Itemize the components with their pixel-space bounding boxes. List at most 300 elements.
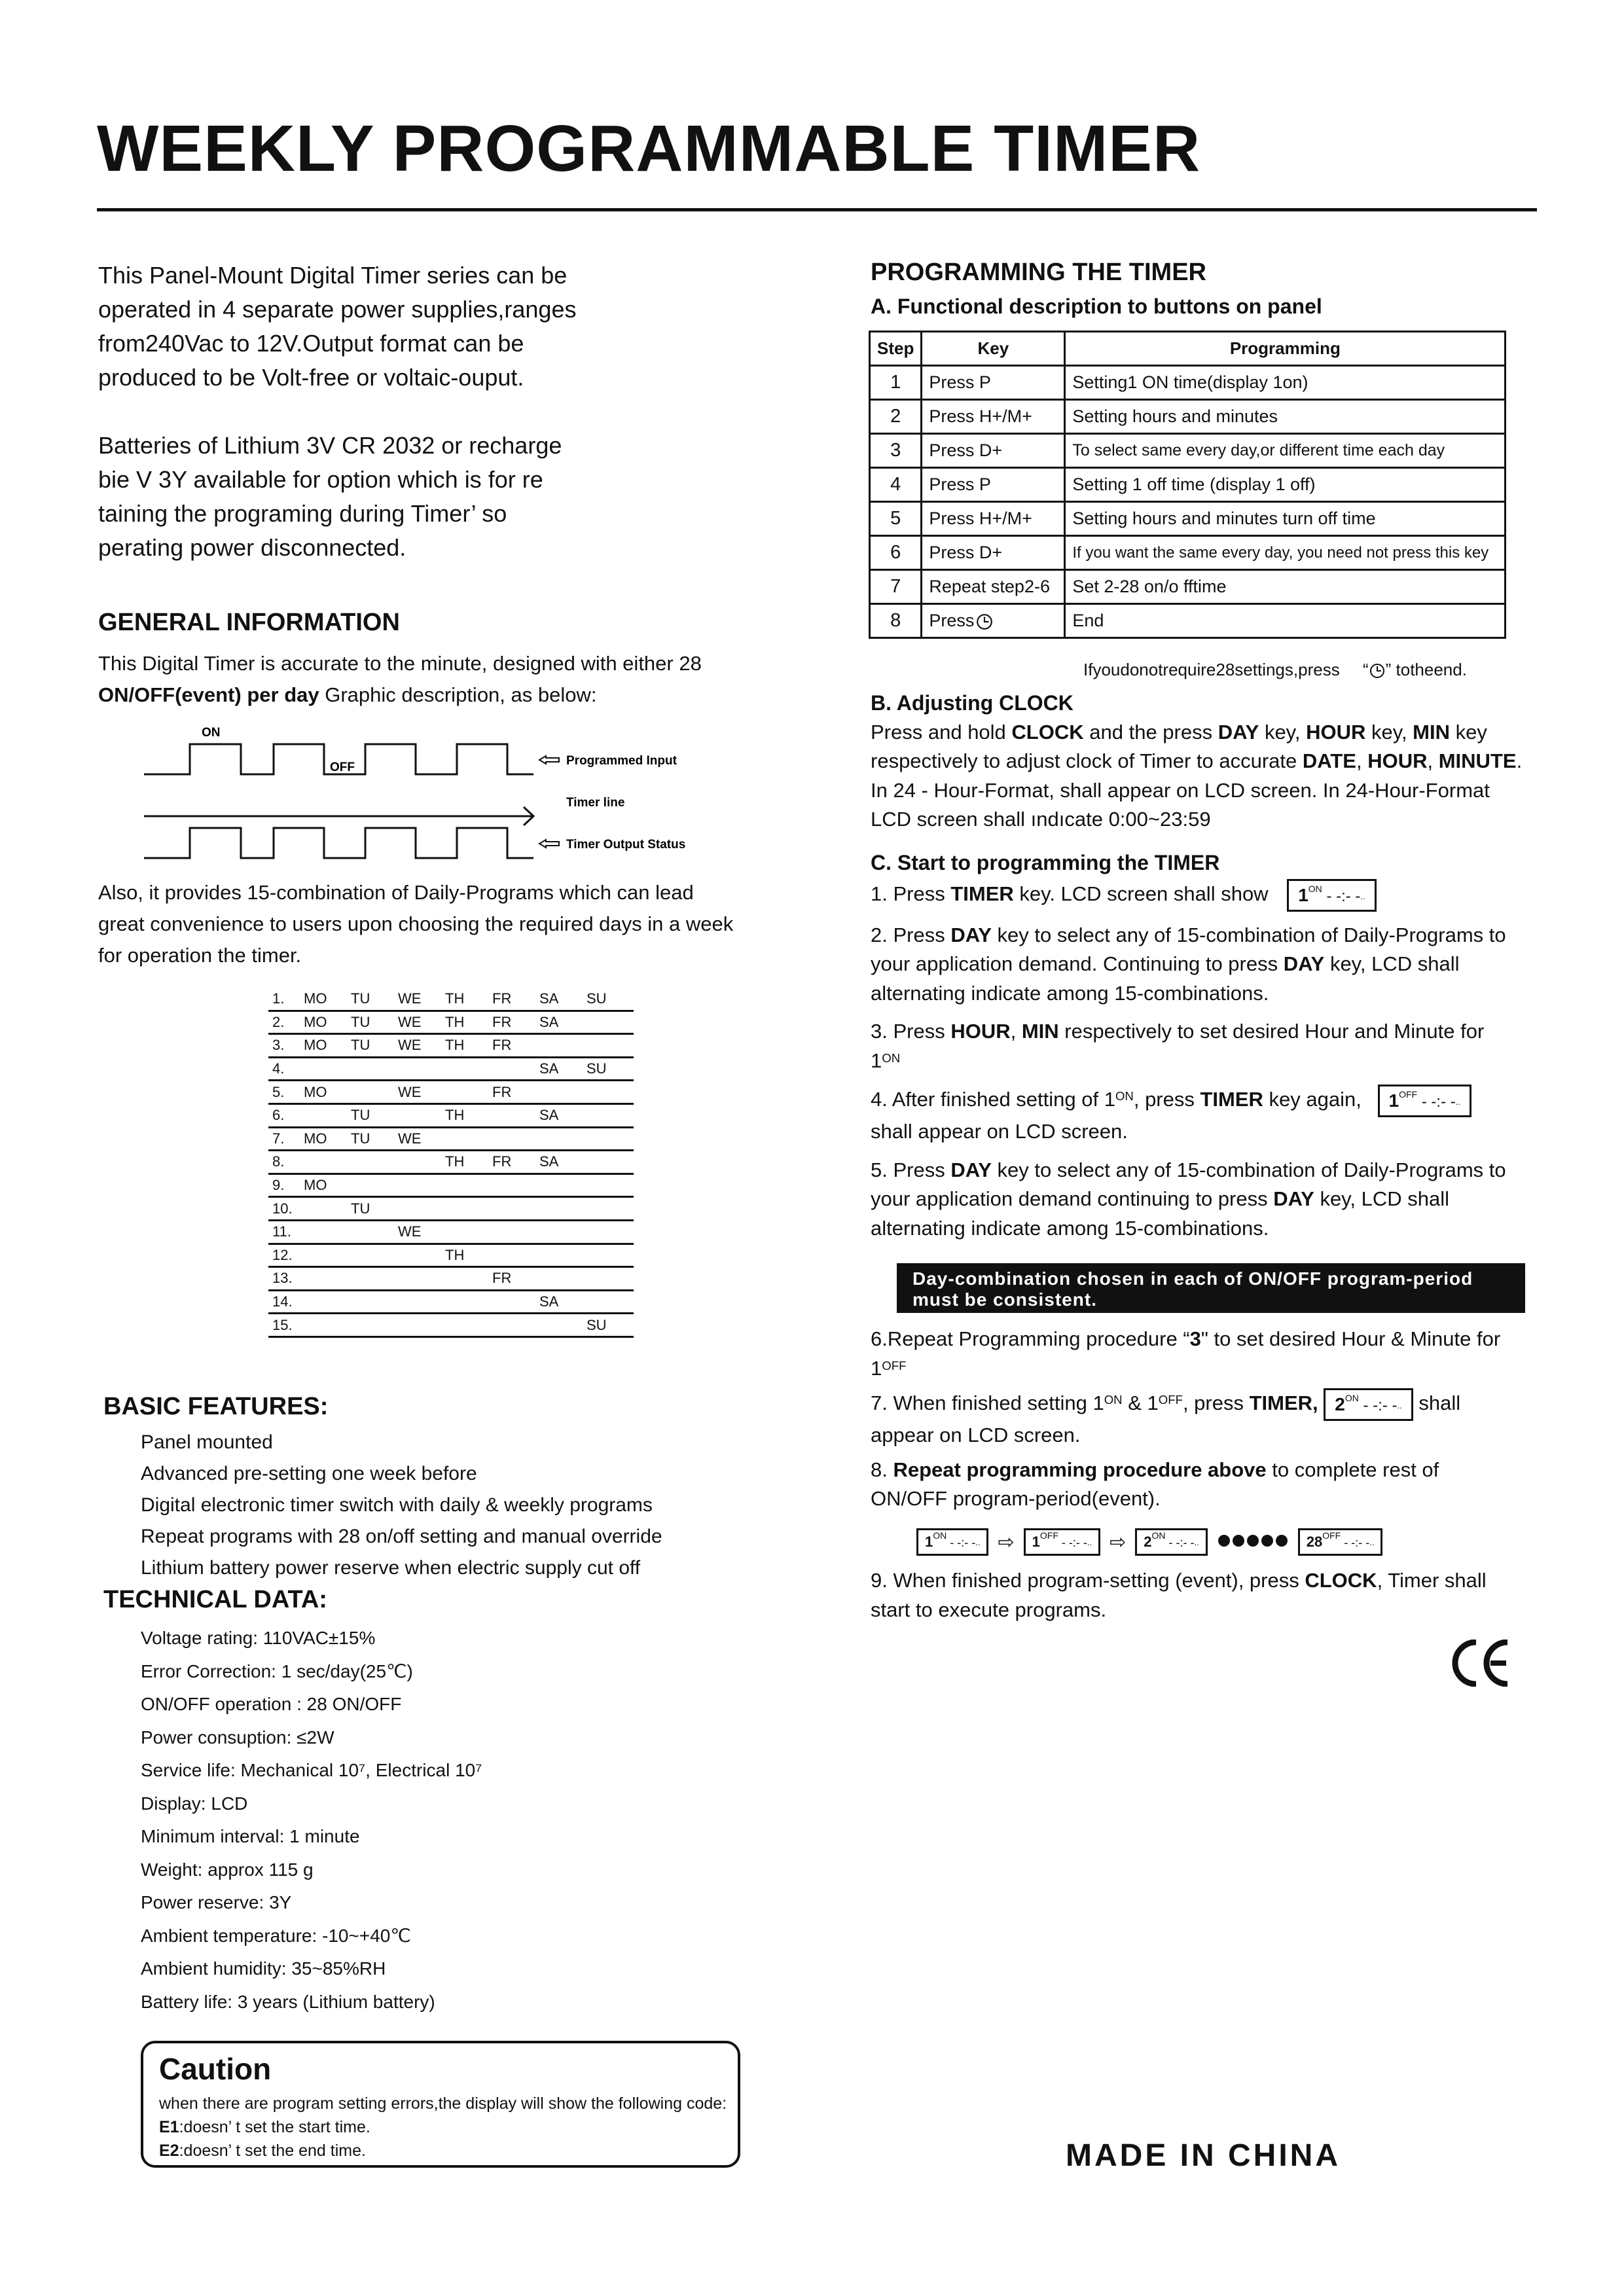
- step-7: [871, 1388, 1525, 1450]
- caution-intro: when there are program setting errors,the display will show the following code:: [159, 2094, 727, 2113]
- text-segment: key, LCD shall alternating indicate among 15-combinations.: [871, 952, 1460, 1005]
- step-text: appear on LCD screen.: [871, 1424, 1081, 1446]
- day-combination-row: [268, 988, 634, 1011]
- lcd-display-1-on: [916, 1528, 988, 1556]
- step-4: [871, 1085, 1525, 1147]
- day-cell: [539, 1174, 586, 1197]
- table-row: [870, 536, 1506, 570]
- day-cell: [586, 1103, 634, 1127]
- programming-cell-text: Setting hours and minutes turn off time: [1072, 509, 1376, 528]
- clock-icon: [1369, 662, 1386, 679]
- footnote-text: totheend.: [1391, 660, 1467, 679]
- title-divider: [97, 208, 1537, 211]
- step-cell: [870, 536, 922, 570]
- error-description: :doesn’ t set the end time.: [179, 2142, 366, 2160]
- day-cell: SA: [539, 1103, 586, 1127]
- step-key: 3: [1189, 1327, 1201, 1350]
- step-superscript: OFF: [1158, 1393, 1183, 1407]
- day-cell: FR: [492, 1081, 539, 1104]
- key-cell-text: Press D+: [929, 440, 1003, 460]
- text-segment: key respectively to adjust clock of Timer to accurate: [871, 720, 1487, 772]
- page-title: WEEKLY PROGRAMMABLE TIMER: [97, 112, 1201, 185]
- day-cell: [445, 1127, 492, 1151]
- intro-line: perating power disconnected.: [98, 534, 406, 561]
- programming-cell-text: Setting 1 off time (display 1 off): [1072, 475, 1316, 494]
- combination-number: 1.: [268, 988, 304, 1011]
- day-cell: [398, 1151, 445, 1174]
- step-cell-text: 4: [890, 474, 901, 495]
- day-cell: [398, 1174, 445, 1197]
- text-segment: key,: [1259, 720, 1307, 744]
- key-cell: [922, 502, 1065, 536]
- lcd-state: ON: [1151, 1530, 1166, 1541]
- step-text: 7. When finished setting 1: [871, 1391, 1104, 1415]
- lcd-state: ON: [1344, 1393, 1359, 1403]
- table-row: [870, 366, 1506, 400]
- day-cell: [445, 1197, 492, 1221]
- key-name: MIN: [1413, 720, 1450, 744]
- day-cell: [492, 1220, 539, 1244]
- programming-cell: [1065, 434, 1506, 468]
- combination-number: 2.: [268, 1011, 304, 1034]
- step-text: & 1: [1122, 1391, 1159, 1415]
- day-cell: [539, 1244, 586, 1267]
- day-cell: MO: [304, 1174, 351, 1197]
- day-cell: [398, 1197, 445, 1221]
- key-cell: [922, 604, 1065, 638]
- ellipsis-dots-icon: [1217, 1535, 1289, 1550]
- lcd-state: ON: [933, 1530, 947, 1541]
- day-cell: [539, 1127, 586, 1151]
- step-cell: [870, 400, 922, 434]
- day-cell: MO: [304, 1081, 351, 1104]
- key-cell-text: Press H+/M+: [929, 406, 1032, 426]
- day-cell: [445, 1057, 492, 1081]
- button-function-table: [869, 331, 1506, 639]
- day-cell: [351, 1314, 398, 1337]
- day-cell: [586, 1081, 634, 1104]
- programming-cell-text: Setting1 ON time(display 1on): [1072, 372, 1308, 392]
- day-cell: [351, 1057, 398, 1081]
- intro-paragraph-2: [98, 429, 687, 565]
- basic-features-list: [141, 1427, 662, 1584]
- step-superscript: ON: [882, 1050, 901, 1065]
- spec-ambient-humidity: Ambient humidity: 35~85%RH: [141, 1958, 386, 1979]
- text-segment: 3. Press: [871, 1020, 951, 1043]
- day-cell: [492, 1057, 539, 1081]
- day-cell: [492, 1197, 539, 1221]
- table-header-row: [870, 332, 1506, 366]
- intro-line: This Panel-Mount Digital Timer series can be: [98, 262, 568, 289]
- day-cell: TU: [351, 1103, 398, 1127]
- lcd-sequence: [916, 1528, 1382, 1556]
- step-text: key. LCD screen shall show: [1013, 882, 1269, 905]
- day-combination-row: [268, 1127, 634, 1151]
- text-segment: key,: [1365, 720, 1413, 744]
- lcd-dots: ..: [1360, 891, 1365, 901]
- step-cell-text: 5: [890, 508, 901, 529]
- text-segment: key, LCD shall alternating indicate among 15-combinations.: [871, 1187, 1449, 1240]
- step-superscript: ON: [1104, 1393, 1123, 1407]
- combination-number: 15.: [268, 1314, 304, 1337]
- general-info-text: [98, 648, 792, 711]
- lcd-display-2-on: [1324, 1388, 1413, 1421]
- on-label: ON: [202, 726, 221, 740]
- programming-cell: [1065, 366, 1506, 400]
- step-cell: [870, 502, 922, 536]
- general-info-heading: GENERAL INFORMATION: [98, 609, 400, 636]
- combination-number: 7.: [268, 1127, 304, 1151]
- technical-data-heading: TECHNICAL DATA:: [103, 1586, 327, 1613]
- day-cell: MO: [304, 1034, 351, 1058]
- column-header-programming: Programming: [1065, 332, 1506, 366]
- key-cell-text: Repeat step2-6: [929, 577, 1050, 596]
- table-row: [870, 434, 1506, 468]
- error-code-e2: [159, 2142, 366, 2161]
- day-cell: [304, 1151, 351, 1174]
- step-key: TIMER: [950, 882, 1014, 905]
- text-segment: respectively to set desired Hour and Minute for: [1058, 1020, 1485, 1043]
- day-combinations-table: [268, 988, 634, 1338]
- text-segment: key to select any of 15-combination of Daily-Programs to your application demand continuing to press: [871, 1158, 1506, 1210]
- combination-number: 8.: [268, 1151, 304, 1174]
- day-cell: [492, 1244, 539, 1267]
- step-text: " to set desired Hour & Minute for: [1200, 1327, 1501, 1350]
- day-cell: [398, 1057, 445, 1081]
- day-cell: SU: [586, 1057, 634, 1081]
- step-text: key again,: [1263, 1088, 1362, 1111]
- step-cell: [870, 434, 922, 468]
- timer-output-status-label: Timer Output Status: [566, 838, 686, 852]
- programming-cell-text: Setting hours and minutes: [1072, 406, 1278, 426]
- technical-data-list: [141, 1622, 482, 2018]
- basic-features-heading: BASIC FEATURES:: [103, 1393, 329, 1420]
- intro-paragraph-1: [98, 259, 687, 395]
- day-cell: [351, 1081, 398, 1104]
- key-name: HOUR: [950, 1020, 1011, 1043]
- key-name: DATE: [1302, 749, 1356, 772]
- day-cell: [351, 1174, 398, 1197]
- day-cell: [304, 1197, 351, 1221]
- section-c: [871, 848, 1525, 1243]
- step-text: 1. Press: [871, 882, 951, 905]
- section-c-continued: [871, 1325, 1525, 1514]
- lcd-number: 1: [1388, 1090, 1399, 1111]
- lcd-dots: ..: [1087, 1537, 1092, 1547]
- key-name: MIN: [1021, 1020, 1059, 1043]
- day-cell: [586, 1290, 634, 1314]
- key-cell-text: Press P: [929, 475, 991, 494]
- day-cell: [539, 1314, 586, 1337]
- caution-title: Caution: [159, 2052, 272, 2086]
- step-cell: [870, 570, 922, 604]
- step-cell-text: 8: [890, 610, 901, 631]
- step-3: [871, 1017, 1525, 1075]
- programming-cell-text: If you want the same every day, you need not press this key: [1072, 543, 1489, 562]
- day-cell: SU: [586, 1314, 634, 1337]
- key-name: DAY: [1283, 952, 1325, 975]
- day-cell: WE: [398, 1081, 445, 1104]
- combination-number: 9.: [268, 1174, 304, 1197]
- day-cell: [351, 1151, 398, 1174]
- day-cell: [492, 1127, 539, 1151]
- step-cell-text: 2: [890, 406, 901, 427]
- day-cell: [398, 1244, 445, 1267]
- error-code-e1: [159, 2118, 370, 2137]
- lcd-time: - -:- -: [1344, 1536, 1370, 1549]
- lcd-number: 1: [1298, 884, 1308, 905]
- lcd-dots: ..: [1397, 1401, 1402, 1410]
- lcd-display-1-on: [1287, 879, 1376, 912]
- day-cell: WE: [398, 1034, 445, 1058]
- lcd-state: ON: [1308, 883, 1322, 894]
- text-segment: Press and hold: [871, 720, 1012, 744]
- step-cell-text: 3: [890, 440, 901, 461]
- key-name: DAY: [1273, 1187, 1314, 1210]
- spec-minimum-interval: Minimum interval: 1 minute: [141, 1826, 360, 1846]
- text-segment: ,: [1010, 1020, 1022, 1043]
- step-5: [871, 1156, 1525, 1244]
- spec-power-consumption: Power consuption: ≤2W: [141, 1727, 334, 1748]
- step-key: TIMER: [1200, 1088, 1263, 1111]
- day-cell: WE: [398, 1220, 445, 1244]
- day-cell: SA: [539, 1057, 586, 1081]
- day-cell: FR: [492, 988, 539, 1011]
- day-cell: [539, 1197, 586, 1221]
- day-cell: [398, 1314, 445, 1337]
- day-cell: [351, 1267, 398, 1291]
- lcd-state: OFF: [1399, 1089, 1418, 1100]
- day-cell: FR: [492, 1267, 539, 1291]
- spec-battery-life: Battery life: 3 years (Lithium battery): [141, 1991, 435, 2012]
- intro-line: taining the programing during Timer’ so: [98, 500, 507, 527]
- day-cell: TH: [445, 1151, 492, 1174]
- day-cell: [539, 1034, 586, 1058]
- day-cell: TU: [351, 1011, 398, 1034]
- day-cell: [304, 1103, 351, 1127]
- key-name: MINUTE: [1438, 749, 1517, 772]
- made-in-china-label: MADE IN CHINA: [1066, 2138, 1341, 2173]
- daily-programs-line: great convenience to users upon choosing the required days in a week: [98, 912, 734, 935]
- day-combination-row: [268, 1220, 634, 1244]
- day-cell: [304, 1244, 351, 1267]
- day-cell: [304, 1057, 351, 1081]
- day-cell: TH: [445, 988, 492, 1011]
- day-cell: [445, 1290, 492, 1314]
- clock-icon: [975, 613, 994, 631]
- day-cell: WE: [398, 1011, 445, 1034]
- day-cell: [586, 1127, 634, 1151]
- programming-cell-text: End: [1072, 611, 1104, 630]
- combination-number: 14.: [268, 1290, 304, 1314]
- lcd-time: - -:- -: [1326, 887, 1361, 905]
- day-cell: [304, 1267, 351, 1291]
- intro-line: bie V 3Y available for option which is for re: [98, 466, 543, 493]
- step-text: 8.: [871, 1458, 893, 1481]
- lcd-number: 1: [925, 1534, 933, 1550]
- section-b: [871, 689, 1525, 834]
- caution-box: [141, 2041, 740, 2168]
- section-c-heading: C. Start to programming the TIMER: [871, 851, 1220, 874]
- lcd-number: 28: [1306, 1534, 1323, 1550]
- day-cell: [304, 1290, 351, 1314]
- footnote-text: Ifyoudonotrequire28settings,press: [1083, 660, 1340, 679]
- programming-cell-text: Set 2-28 on/o fftime: [1072, 577, 1227, 596]
- day-cell: [445, 1081, 492, 1104]
- spec-voltage: Voltage rating: 110VAC±15%: [141, 1628, 376, 1648]
- key-name: DAY: [950, 923, 992, 946]
- combination-number: 12.: [268, 1244, 304, 1267]
- step-text: 1: [871, 1356, 882, 1380]
- day-cell: [492, 1103, 539, 1127]
- day-combination-row: [268, 1103, 634, 1127]
- step-cell: [870, 604, 922, 638]
- day-cell: SA: [539, 1290, 586, 1314]
- feature-item: Advanced pre-setting one week before: [141, 1463, 477, 1484]
- spec-ambient-temperature: Ambient temperature: -10~+40℃: [141, 1925, 411, 1946]
- step-1: [871, 879, 1525, 912]
- day-cell: [586, 1244, 634, 1267]
- key-cell-text: Press D+: [929, 543, 1003, 562]
- off-label: OFF: [330, 761, 355, 774]
- step-superscript: OFF: [882, 1358, 907, 1372]
- day-cell: FR: [492, 1151, 539, 1174]
- lcd-display-2-on: [1135, 1528, 1207, 1556]
- day-cell: [586, 1151, 634, 1174]
- combination-number: 4.: [268, 1057, 304, 1081]
- day-cell: SA: [539, 1151, 586, 1174]
- spec-weight: Weight: approx 115 g: [141, 1859, 314, 1880]
- combination-number: 10.: [268, 1197, 304, 1221]
- day-combination-row: [268, 1081, 634, 1104]
- programming-cell: [1065, 536, 1506, 570]
- step-cell-text: 1: [890, 372, 901, 393]
- step-cell: [870, 468, 922, 502]
- day-cell: [586, 1220, 634, 1244]
- spec-power-reserve: Power reserve: 3Y: [141, 1892, 292, 1912]
- day-cell: SA: [539, 1011, 586, 1034]
- lcd-number: 1: [1032, 1534, 1040, 1550]
- day-cell: WE: [398, 1127, 445, 1151]
- table-row: [870, 468, 1506, 502]
- intro-line: produced to be Volt-free or voltaic-ouput.: [98, 364, 524, 391]
- combination-number: 6.: [268, 1103, 304, 1127]
- lcd-time: - -:- -: [1421, 1093, 1456, 1111]
- lcd-display-1-off: [1378, 1085, 1471, 1117]
- ce-mark-logo: [1450, 1640, 1512, 1687]
- day-combination-row: [268, 1011, 634, 1034]
- day-cell: TH: [445, 1103, 492, 1127]
- intro-line: from240Vac to 12V.Output format can be: [98, 330, 524, 357]
- day-cell: [351, 1290, 398, 1314]
- programming-heading: PROGRAMMING THE TIMER: [871, 259, 1206, 286]
- day-cell: TH: [445, 1244, 492, 1267]
- key-cell-text: Press: [929, 611, 975, 630]
- error-description: :doesn’ t set the start time.: [179, 2118, 370, 2136]
- feature-item: Panel mounted: [141, 1431, 273, 1453]
- day-cell: [445, 1267, 492, 1291]
- lcd-state: OFF: [1322, 1530, 1341, 1541]
- day-cell: TU: [351, 1034, 398, 1058]
- day-cell: TU: [351, 1197, 398, 1221]
- key-name: DAY: [1218, 720, 1259, 744]
- combination-number: 13.: [268, 1267, 304, 1291]
- lcd-display-28-off: [1298, 1528, 1383, 1556]
- lcd-time: - -:- -: [950, 1536, 976, 1549]
- day-cell: MO: [304, 1127, 351, 1151]
- arrow-right-icon: ⇨: [1110, 1531, 1127, 1553]
- step-text: 6.Repeat Programming procedure “: [871, 1327, 1190, 1350]
- step-9: [871, 1566, 1525, 1624]
- lcd-dots: ..: [1455, 1097, 1460, 1107]
- day-cell: [539, 1081, 586, 1104]
- programming-cell: [1065, 570, 1506, 604]
- key-cell: [922, 366, 1065, 400]
- daily-programs-line: for operation the timer.: [98, 944, 302, 967]
- day-combination-row: [268, 1174, 634, 1197]
- timing-diagram: [144, 723, 733, 874]
- key-cell: [922, 434, 1065, 468]
- lcd-dots: ..: [1194, 1537, 1199, 1547]
- step-text: shall: [1413, 1391, 1461, 1415]
- lcd-dots: ..: [975, 1537, 981, 1547]
- step-key: CLOCK: [1305, 1569, 1377, 1592]
- day-cell: [492, 1174, 539, 1197]
- lcd-number: 2: [1335, 1394, 1345, 1414]
- day-cell: TH: [445, 1011, 492, 1034]
- day-cell: WE: [398, 988, 445, 1011]
- general-info-line: Graphic description, as below:: [319, 683, 597, 706]
- general-info-bold: ON/OFF(event) per day: [98, 683, 319, 706]
- key-cell-text: Press P: [929, 372, 991, 392]
- combination-number: 5.: [268, 1081, 304, 1104]
- day-cell: [492, 1314, 539, 1337]
- column-header-key: Key: [922, 332, 1065, 366]
- day-cell: SU: [586, 988, 634, 1011]
- day-combination-row: [268, 1267, 634, 1291]
- day-cell: [351, 1244, 398, 1267]
- step-text: 4. After finished setting of 1: [871, 1088, 1115, 1111]
- text-segment: 2. Press: [871, 923, 951, 946]
- key-cell: [922, 536, 1065, 570]
- lcd-state: OFF: [1039, 1530, 1058, 1541]
- programming-cell: [1065, 604, 1506, 638]
- lcd-time: - -:- -: [1363, 1397, 1398, 1414]
- intro-line: operated in 4 separate power supplies,ranges: [98, 296, 577, 323]
- text-segment: 5. Press: [871, 1158, 951, 1181]
- programmed-input-label: Programmed Input: [566, 754, 677, 768]
- key-cell: [922, 570, 1065, 604]
- day-cell: TU: [351, 988, 398, 1011]
- arrow-left-icon: [539, 756, 559, 848]
- error-code: E2: [159, 2142, 179, 2160]
- day-cell: [539, 1267, 586, 1291]
- key-name: HOUR: [1306, 720, 1366, 744]
- day-cell: [539, 1220, 586, 1244]
- day-cell: [398, 1290, 445, 1314]
- day-cell: [586, 1034, 634, 1058]
- table-row: [870, 604, 1506, 638]
- feature-item: Repeat programs with 28 on/off setting and manual override: [141, 1526, 662, 1547]
- key-name: DAY: [950, 1158, 992, 1181]
- day-cell: [586, 1267, 634, 1291]
- step-6: [871, 1325, 1525, 1383]
- lcd-display-1-off: [1024, 1528, 1100, 1556]
- day-cell: [445, 1174, 492, 1197]
- intro-line: Batteries of Lithium 3V CR 2032 or recharge: [98, 432, 562, 459]
- step-text: 9. When finished program-setting (event), press: [871, 1569, 1305, 1592]
- day-cell: [398, 1267, 445, 1291]
